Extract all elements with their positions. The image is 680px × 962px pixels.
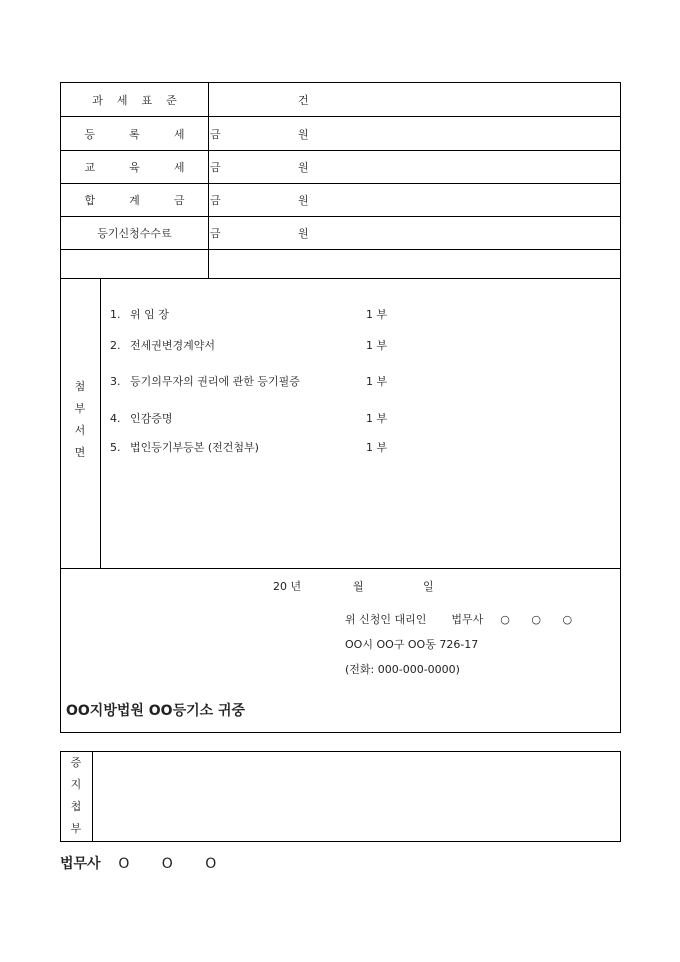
label-total: 합 계 금 (84, 194, 185, 207)
value-filing-fee-unit: 원 (298, 227, 309, 240)
date-day: 일 (423, 580, 434, 593)
value-tax-base-unit: 건 (298, 94, 309, 107)
value-education-tax-prefix: 금 (210, 161, 221, 174)
label-education-tax: 교 육 세 (84, 161, 185, 174)
addressee: OO지방법원 OO등기소 귀중 (66, 703, 246, 719)
label-filing-fee: 등기신청수수료 (97, 227, 172, 240)
value-filing-fee-prefix: 금 (210, 227, 221, 240)
attachment-item: 4. 인감증명 (110, 412, 173, 425)
attachment-item: 3. 등기의무자의 권리에 관한 등기필증 (110, 375, 300, 388)
applicant-line: 위 신청인 대리인 법무사 ○ ○ ○ (345, 613, 582, 626)
value-total-unit: 원 (298, 194, 309, 207)
attachment-copies: 1 부 (366, 375, 388, 388)
applicant-address: OO시 OO구 OO동 726-17 (345, 638, 479, 651)
footer-lawyer: 법무사 O O O (60, 856, 231, 872)
receipt-divider (92, 751, 93, 842)
attachment-item: 1. 위 임 장 (110, 308, 169, 321)
attachment-item: 2. 전세권변경계약서 (110, 339, 216, 352)
attachment-item: 5. 법인등기부등본 (전건첨부) (110, 441, 259, 454)
value-education-tax-unit: 원 (298, 161, 309, 174)
receipt-box (60, 751, 621, 842)
value-registration-tax-unit: 원 (298, 128, 309, 141)
applicant-phone: (전화: 000-000-0000) (345, 663, 460, 676)
attachment-copies: 1 부 (366, 339, 388, 352)
attachment-copies: 1 부 (366, 308, 388, 321)
label-tax-base: 과 세 표 준 (92, 94, 177, 107)
attachments-divider (100, 278, 101, 569)
date-month: 월 (353, 580, 364, 593)
receipt-heading: 증 지 첩 부 (70, 756, 82, 835)
value-registration-tax-prefix: 금 (210, 128, 221, 141)
date-year: 20 년 (273, 580, 302, 593)
attachments-heading: 첨 부 서 면 (74, 380, 86, 459)
label-registration-tax: 등 록 세 (84, 128, 185, 141)
attachment-copies: 1 부 (366, 441, 388, 454)
attachment-copies: 1 부 (366, 412, 388, 425)
value-total-prefix: 금 (210, 194, 221, 207)
